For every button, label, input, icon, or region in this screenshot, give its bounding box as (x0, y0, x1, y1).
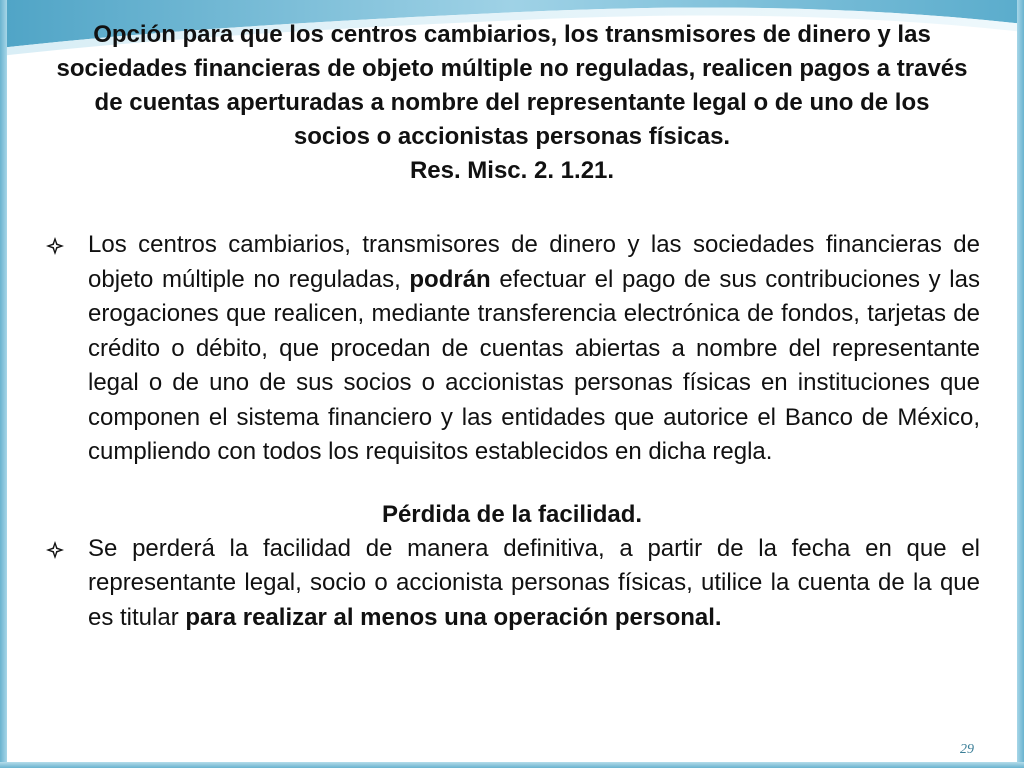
slide-title: Opción para que los centros cambiarios, los transmisores de dinero y las sociedades financieras de objeto múltiple no reguladas, realicen pagos a través de cuentas aperturadas a nombre del representante legal o de uno de los socios o accionistas personas físicas. (56, 21, 968, 150)
bullet-item-payments (44, 228, 980, 470)
resolution-reference: Res. Misc. 2. 1.21. (409, 157, 615, 184)
four-petal-diamond-icon (46, 237, 64, 255)
bullet-item-loss (44, 532, 980, 636)
slide-content (44, 12, 980, 635)
bullet-two-text: Se perderá la facilidad de manera definitiva, a partir de la fecha en que el representante legal, socio o accionista personas físicas, utilice la cuenta de la que es titular (88, 534, 980, 631)
bullet-one-emphasis: podrán (409, 265, 491, 293)
bottom-frame-border (0, 762, 1024, 768)
page-number: 29 (960, 742, 974, 757)
four-petal-diamond-icon (46, 541, 64, 559)
right-frame-border (1017, 0, 1024, 768)
bullet-one-text-rest: efectuar el pago de sus contribuciones y las erogaciones que realicen, mediante transferencia electrónica de fondos, tarjetas de crédito o débito, que procedan de cuentas abiertas a nombre del representante legal o de uno de sus socios o accionistas personas físicas en instituciones que componen el sistema financiero y las entidades que autorice el Banco de México, cumpliendo con todos los requisitos establecidos en dicha regla. (88, 265, 980, 465)
section-heading: Pérdida de la facilidad. (381, 500, 643, 528)
bullet-two-emphasis: para realizar al menos una operación personal. (185, 603, 722, 631)
left-frame-border (0, 0, 7, 768)
bullet-one-text: Los centros cambiarios, transmisores de dinero y las sociedades financieras de objeto múltiple no reguladas, (88, 231, 980, 293)
